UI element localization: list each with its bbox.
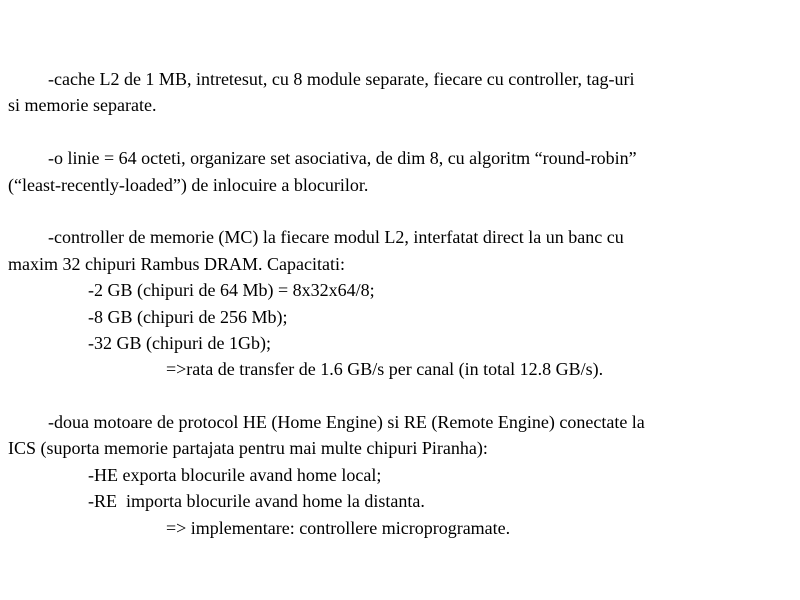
paragraph-1: [8, 66, 794, 119]
slide-body: [8, 66, 794, 541]
paragraph-spacer: [8, 119, 794, 145]
text-line: (“least-recently-loaded”) de inlocuire a blocurilor.: [8, 174, 369, 195]
text-line: =>rata de transfer de 1.6 GB/s per canal (in total 12.8 GB/s).: [166, 359, 604, 380]
text-line: -o linie = 64 octeti, organizare set asociativa, de dim 8, cu algoritm “round-robin”: [48, 148, 637, 169]
paragraph-4: [8, 409, 794, 541]
paragraph-3: [8, 224, 794, 382]
paragraph-2: [8, 145, 794, 198]
text-line: -HE exporta blocurile avand home local;: [88, 464, 382, 485]
paragraph-spacer: [8, 198, 794, 224]
text-line: -8 GB (chipuri de 256 Mb);: [88, 306, 288, 327]
text-line: -2 GB (chipuri de 64 Mb) = 8x32x64/8;: [88, 280, 375, 301]
text-line: -doua motoare de protocol HE (Home Engine) si RE (Remote Engine) conectate la: [48, 412, 645, 433]
text-line: maxim 32 chipuri Rambus DRAM. Capacitati:: [8, 253, 345, 274]
text-line: ICS (suporta memorie partajata pentru mai multe chipuri Piranha):: [8, 438, 488, 459]
text-line: -RE importa blocurile avand home la distanta.: [88, 491, 425, 512]
paragraph-spacer: [8, 383, 794, 409]
text-line: -32 GB (chipuri de 1Gb);: [88, 332, 271, 353]
text-line: si memorie separate.: [8, 95, 157, 116]
text-line: -controller de memorie (MC) la fiecare modul L2, interfatat direct la un banc cu: [48, 227, 624, 248]
text-line: => implementare: controllere microprogramate.: [166, 517, 511, 538]
text-line: -cache L2 de 1 MB, intretesut, cu 8 module separate, fiecare cu controller, tag-uri: [48, 69, 635, 89]
